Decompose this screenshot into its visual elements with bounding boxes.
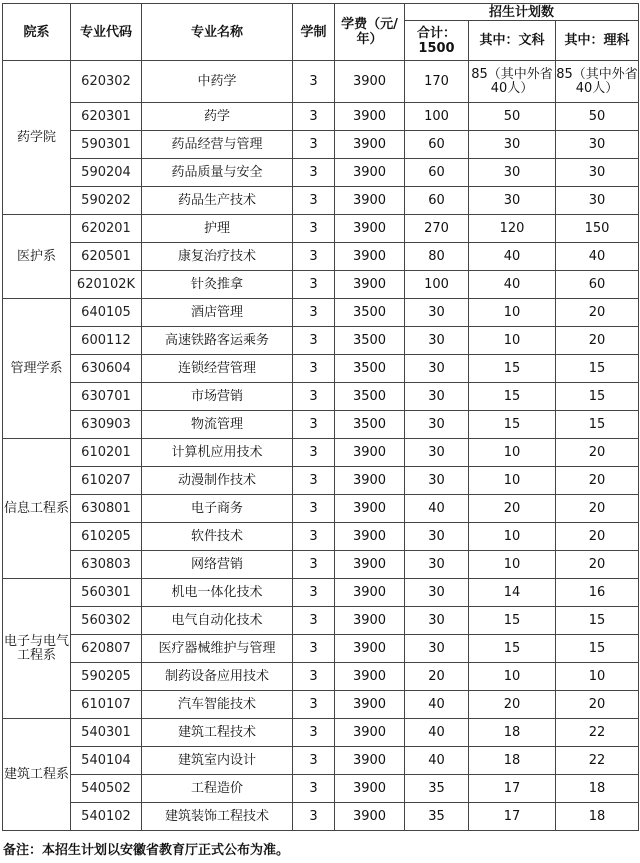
years-cell: 3 bbox=[293, 215, 335, 243]
years-cell: 3 bbox=[293, 327, 335, 355]
footnote: 备注：本招生计划以安徽省教育厅正式公布为准。 bbox=[3, 843, 290, 858]
table-row bbox=[3, 355, 639, 383]
code-cell: 630803 bbox=[71, 551, 142, 579]
code-cell: 540301 bbox=[71, 719, 142, 747]
code-cell: 620302 bbox=[71, 61, 142, 103]
enrollment-plan-table bbox=[2, 3, 639, 831]
table-row bbox=[3, 579, 639, 607]
table-row bbox=[3, 215, 639, 243]
sci-cell: 30 bbox=[556, 131, 639, 159]
total-cell: 60 bbox=[405, 187, 469, 215]
total-cell: 30 bbox=[405, 355, 469, 383]
fee-cell: 3900 bbox=[335, 439, 405, 467]
code-cell: 620501 bbox=[71, 243, 142, 271]
name-cell: 物流管理 bbox=[142, 411, 293, 439]
sci-cell: 15 bbox=[556, 411, 639, 439]
header-arts: 其中：文科 bbox=[469, 21, 556, 61]
arts-cell: 15 bbox=[469, 355, 556, 383]
sci-cell: 18 bbox=[556, 803, 639, 831]
header-years: 学制 bbox=[293, 4, 335, 61]
fee-cell: 3900 bbox=[335, 467, 405, 495]
arts-cell: 10 bbox=[469, 439, 556, 467]
name-cell: 电子商务 bbox=[142, 495, 293, 523]
name-cell: 针灸推拿 bbox=[142, 271, 293, 299]
table-row bbox=[3, 803, 639, 831]
fee-cell: 3900 bbox=[335, 719, 405, 747]
dept-cell: 药学院 bbox=[3, 61, 71, 215]
code-cell: 620201 bbox=[71, 215, 142, 243]
sci-cell: 20 bbox=[556, 467, 639, 495]
arts-cell: 30 bbox=[469, 159, 556, 187]
arts-cell: 10 bbox=[469, 299, 556, 327]
code-cell: 590202 bbox=[71, 187, 142, 215]
arts-cell: 120 bbox=[469, 215, 556, 243]
table-row bbox=[3, 61, 639, 103]
name-cell: 建筑工程技术 bbox=[142, 719, 293, 747]
table-row bbox=[3, 523, 639, 551]
table-row bbox=[3, 467, 639, 495]
name-cell: 护理 bbox=[142, 215, 293, 243]
table-row bbox=[3, 411, 639, 439]
name-cell: 药学 bbox=[142, 103, 293, 131]
fee-cell: 3900 bbox=[335, 803, 405, 831]
name-cell: 电气自动化技术 bbox=[142, 607, 293, 635]
name-cell: 药品生产技术 bbox=[142, 187, 293, 215]
sci-cell: 15 bbox=[556, 383, 639, 411]
table-row bbox=[3, 495, 639, 523]
header-plan: 招生计划数 bbox=[405, 4, 639, 21]
arts-cell: 10 bbox=[469, 663, 556, 691]
years-cell: 3 bbox=[293, 103, 335, 131]
code-cell: 610207 bbox=[71, 467, 142, 495]
sci-cell: 20 bbox=[556, 691, 639, 719]
sci-cell: 18 bbox=[556, 775, 639, 803]
years-cell: 3 bbox=[293, 439, 335, 467]
years-cell: 3 bbox=[293, 131, 335, 159]
sci-cell: 30 bbox=[556, 187, 639, 215]
code-cell: 610107 bbox=[71, 691, 142, 719]
table-row bbox=[3, 271, 639, 299]
table-row bbox=[3, 299, 639, 327]
total-cell: 60 bbox=[405, 131, 469, 159]
header-code: 专业代码 bbox=[71, 4, 142, 61]
arts-cell: 10 bbox=[469, 551, 556, 579]
code-cell: 620807 bbox=[71, 635, 142, 663]
code-cell: 560302 bbox=[71, 607, 142, 635]
table-row bbox=[3, 747, 639, 775]
dept-cell: 电子与电气工程系 bbox=[3, 579, 71, 719]
fee-cell: 3500 bbox=[335, 383, 405, 411]
arts-cell: 85（其中外省40人） bbox=[469, 61, 556, 103]
header-sci: 其中：理科 bbox=[556, 21, 639, 61]
arts-cell: 30 bbox=[469, 131, 556, 159]
dept-cell: 医护系 bbox=[3, 215, 71, 299]
table-row bbox=[3, 327, 639, 355]
years-cell: 3 bbox=[293, 159, 335, 187]
code-cell: 630903 bbox=[71, 411, 142, 439]
code-cell: 540104 bbox=[71, 747, 142, 775]
arts-cell: 30 bbox=[469, 187, 556, 215]
table-row bbox=[3, 243, 639, 271]
name-cell: 软件技术 bbox=[142, 523, 293, 551]
fee-cell: 3900 bbox=[335, 215, 405, 243]
name-cell: 网络营销 bbox=[142, 551, 293, 579]
arts-cell: 10 bbox=[469, 523, 556, 551]
years-cell: 3 bbox=[293, 579, 335, 607]
years-cell: 3 bbox=[293, 383, 335, 411]
code-cell: 540102 bbox=[71, 803, 142, 831]
dept-cell: 建筑工程系 bbox=[3, 719, 71, 831]
arts-cell: 40 bbox=[469, 271, 556, 299]
code-cell: 590205 bbox=[71, 663, 142, 691]
fee-cell: 3900 bbox=[335, 61, 405, 103]
arts-cell: 15 bbox=[469, 411, 556, 439]
name-cell: 计算机应用技术 bbox=[142, 439, 293, 467]
total-cell: 30 bbox=[405, 299, 469, 327]
fee-cell: 3900 bbox=[335, 243, 405, 271]
header-name: 专业名称 bbox=[142, 4, 293, 61]
years-cell: 3 bbox=[293, 719, 335, 747]
total-cell: 100 bbox=[405, 271, 469, 299]
table-row bbox=[3, 187, 639, 215]
code-cell: 540502 bbox=[71, 775, 142, 803]
code-cell: 640105 bbox=[71, 299, 142, 327]
sci-cell: 20 bbox=[556, 551, 639, 579]
fee-cell: 3900 bbox=[335, 607, 405, 635]
code-cell: 620102K bbox=[71, 271, 142, 299]
arts-cell: 17 bbox=[469, 775, 556, 803]
fee-cell: 3900 bbox=[335, 747, 405, 775]
years-cell: 3 bbox=[293, 635, 335, 663]
code-cell: 610201 bbox=[71, 439, 142, 467]
code-cell: 630604 bbox=[71, 355, 142, 383]
fee-cell: 3900 bbox=[335, 187, 405, 215]
header-fee: 学费（元/年） bbox=[335, 4, 405, 61]
name-cell: 药品质量与安全 bbox=[142, 159, 293, 187]
years-cell: 3 bbox=[293, 747, 335, 775]
table-row bbox=[3, 607, 639, 635]
total-cell: 30 bbox=[405, 579, 469, 607]
name-cell: 酒店管理 bbox=[142, 299, 293, 327]
name-cell: 建筑装饰工程技术 bbox=[142, 803, 293, 831]
name-cell: 康复治疗技术 bbox=[142, 243, 293, 271]
years-cell: 3 bbox=[293, 467, 335, 495]
arts-cell: 17 bbox=[469, 803, 556, 831]
code-cell: 630801 bbox=[71, 495, 142, 523]
arts-cell: 15 bbox=[469, 383, 556, 411]
fee-cell: 3900 bbox=[335, 271, 405, 299]
total-cell: 35 bbox=[405, 803, 469, 831]
table-row bbox=[3, 691, 639, 719]
table-row bbox=[3, 383, 639, 411]
years-cell: 3 bbox=[293, 187, 335, 215]
sci-cell: 50 bbox=[556, 103, 639, 131]
header-dept: 院系 bbox=[3, 4, 71, 61]
code-cell: 560301 bbox=[71, 579, 142, 607]
code-cell: 590301 bbox=[71, 131, 142, 159]
years-cell: 3 bbox=[293, 607, 335, 635]
table-row bbox=[3, 635, 639, 663]
sci-cell: 22 bbox=[556, 719, 639, 747]
table-row bbox=[3, 159, 639, 187]
name-cell: 工程造价 bbox=[142, 775, 293, 803]
sci-cell: 15 bbox=[556, 635, 639, 663]
total-cell: 100 bbox=[405, 103, 469, 131]
years-cell: 3 bbox=[293, 803, 335, 831]
years-cell: 3 bbox=[293, 299, 335, 327]
years-cell: 3 bbox=[293, 61, 335, 103]
sci-cell: 10 bbox=[556, 663, 639, 691]
sci-cell: 16 bbox=[556, 579, 639, 607]
name-cell: 医疗器械维护与管理 bbox=[142, 635, 293, 663]
arts-cell: 18 bbox=[469, 747, 556, 775]
table-body bbox=[3, 61, 639, 831]
fee-cell: 3900 bbox=[335, 775, 405, 803]
fee-cell: 3900 bbox=[335, 551, 405, 579]
sci-cell: 60 bbox=[556, 271, 639, 299]
sci-cell: 20 bbox=[556, 439, 639, 467]
fee-cell: 3900 bbox=[335, 495, 405, 523]
code-cell: 600112 bbox=[71, 327, 142, 355]
fee-cell: 3900 bbox=[335, 523, 405, 551]
fee-cell: 3900 bbox=[335, 663, 405, 691]
arts-cell: 40 bbox=[469, 243, 556, 271]
sci-cell: 15 bbox=[556, 355, 639, 383]
header-row-1 bbox=[3, 4, 639, 21]
code-cell: 610205 bbox=[71, 523, 142, 551]
fee-cell: 3900 bbox=[335, 691, 405, 719]
total-cell: 30 bbox=[405, 551, 469, 579]
arts-cell: 20 bbox=[469, 691, 556, 719]
years-cell: 3 bbox=[293, 495, 335, 523]
fee-cell: 3900 bbox=[335, 579, 405, 607]
name-cell: 高速铁路客运乘务 bbox=[142, 327, 293, 355]
arts-cell: 14 bbox=[469, 579, 556, 607]
fee-cell: 3500 bbox=[335, 327, 405, 355]
years-cell: 3 bbox=[293, 243, 335, 271]
name-cell: 连锁经营管理 bbox=[142, 355, 293, 383]
sci-cell: 20 bbox=[556, 327, 639, 355]
total-cell: 40 bbox=[405, 495, 469, 523]
table-row bbox=[3, 131, 639, 159]
code-cell: 630701 bbox=[71, 383, 142, 411]
total-cell: 60 bbox=[405, 159, 469, 187]
total-cell: 40 bbox=[405, 691, 469, 719]
arts-cell: 18 bbox=[469, 719, 556, 747]
sci-cell: 15 bbox=[556, 607, 639, 635]
fee-cell: 3900 bbox=[335, 159, 405, 187]
years-cell: 3 bbox=[293, 355, 335, 383]
fee-cell: 3500 bbox=[335, 411, 405, 439]
sci-cell: 20 bbox=[556, 523, 639, 551]
years-cell: 3 bbox=[293, 411, 335, 439]
sci-cell: 40 bbox=[556, 243, 639, 271]
total-cell: 30 bbox=[405, 327, 469, 355]
total-cell: 30 bbox=[405, 439, 469, 467]
name-cell: 汽车智能技术 bbox=[142, 691, 293, 719]
years-cell: 3 bbox=[293, 775, 335, 803]
name-cell: 市场营销 bbox=[142, 383, 293, 411]
total-cell: 30 bbox=[405, 411, 469, 439]
header-total: 合计：1500 bbox=[405, 21, 469, 61]
total-cell: 80 bbox=[405, 243, 469, 271]
name-cell: 机电一体化技术 bbox=[142, 579, 293, 607]
total-cell: 35 bbox=[405, 775, 469, 803]
sci-cell: 20 bbox=[556, 299, 639, 327]
sci-cell: 150 bbox=[556, 215, 639, 243]
fee-cell: 3900 bbox=[335, 131, 405, 159]
total-cell: 40 bbox=[405, 747, 469, 775]
fee-cell: 3500 bbox=[335, 355, 405, 383]
dept-cell: 信息工程系 bbox=[3, 439, 71, 579]
arts-cell: 15 bbox=[469, 607, 556, 635]
arts-cell: 10 bbox=[469, 327, 556, 355]
name-cell: 动漫制作技术 bbox=[142, 467, 293, 495]
name-cell: 中药学 bbox=[142, 61, 293, 103]
total-cell: 270 bbox=[405, 215, 469, 243]
total-cell: 30 bbox=[405, 383, 469, 411]
years-cell: 3 bbox=[293, 523, 335, 551]
arts-cell: 50 bbox=[469, 103, 556, 131]
fee-cell: 3900 bbox=[335, 635, 405, 663]
total-cell: 30 bbox=[405, 607, 469, 635]
sci-cell: 30 bbox=[556, 159, 639, 187]
table-row bbox=[3, 551, 639, 579]
code-cell: 620301 bbox=[71, 103, 142, 131]
arts-cell: 15 bbox=[469, 635, 556, 663]
name-cell: 制药设备应用技术 bbox=[142, 663, 293, 691]
table-row bbox=[3, 719, 639, 747]
dept-cell: 管理学系 bbox=[3, 299, 71, 439]
sci-cell: 85（其中外省40人） bbox=[556, 61, 639, 103]
arts-cell: 10 bbox=[469, 467, 556, 495]
code-cell: 590204 bbox=[71, 159, 142, 187]
years-cell: 3 bbox=[293, 691, 335, 719]
table-row bbox=[3, 439, 639, 467]
total-cell: 30 bbox=[405, 635, 469, 663]
fee-cell: 3900 bbox=[335, 103, 405, 131]
total-cell: 30 bbox=[405, 523, 469, 551]
years-cell: 3 bbox=[293, 663, 335, 691]
years-cell: 3 bbox=[293, 271, 335, 299]
total-cell: 30 bbox=[405, 467, 469, 495]
table-row bbox=[3, 103, 639, 131]
table-row bbox=[3, 775, 639, 803]
name-cell: 药品经营与管理 bbox=[142, 131, 293, 159]
total-cell: 20 bbox=[405, 663, 469, 691]
total-cell: 40 bbox=[405, 719, 469, 747]
arts-cell: 20 bbox=[469, 495, 556, 523]
years-cell: 3 bbox=[293, 551, 335, 579]
sci-cell: 22 bbox=[556, 747, 639, 775]
fee-cell: 3500 bbox=[335, 299, 405, 327]
table-row bbox=[3, 663, 639, 691]
sci-cell: 20 bbox=[556, 495, 639, 523]
name-cell: 建筑室内设计 bbox=[142, 747, 293, 775]
total-cell: 170 bbox=[405, 61, 469, 103]
